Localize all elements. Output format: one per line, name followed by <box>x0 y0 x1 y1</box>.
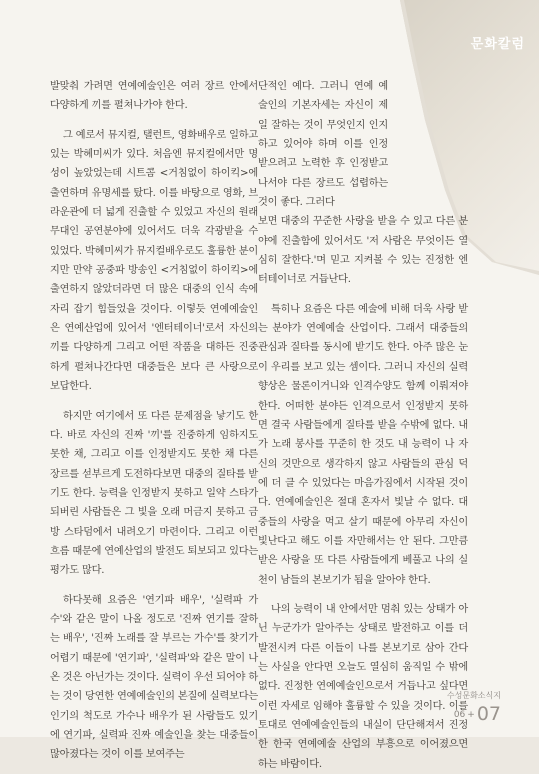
column-label: 문화칼럼 <box>470 37 525 52</box>
page-separator: + <box>467 710 475 720</box>
page-footer <box>447 690 501 725</box>
paragraph: 특히나 요즘은 다른 예술에 비해 더욱 사랑 받는 분야가 연예예술 산업이다. 그래서 대중들의 관심과 질타를 동시에 받기도 한다. 아주 많은 눈이 우리를 보고 있는 셈이다. 그러니 자신의 실력향상은 물론이거니와 인격수양도 함께 이뤄져야 한다. 어떠한 분야든 인격으로서 인정받지 못하면 결국 사람들에게 질타를 받을 수밖에 없다. 내가 노래 봉사를 꾸준히 한 것도 내 능력이 나 자신의 것만으로 생각하지 않고 사람들의 관심 덕에 더 클 수 있었다는 마음가짐에서 시작된 것이다. 연예예술인은 절대 혼자서 빛날 수 없다. 대중들의 사랑을 먹고 살기 때문에 아무리 자신이 빛난다고 해도 이를 자만해서는 안 된다. 그만큼 받은 사랑을 또 다른 사람들에게 베풀고 나의 실천이 남들의 본보기가 됨을 알아야 한다. <box>258 303 468 586</box>
paragraph: 그 예로서 뮤지컬, 탤런트, 영화배우로 일하고 있는 박혜미씨가 있다. 처음엔 뮤지컬에서만 명성이 높았었는데 시트콤 <거침없이 하이킥>에 출연하며 유명세를 탔다. 이를 바탕으로 영화, 브라운관에 더 넓게 진출할 수 있었고 자신의 원래 무대인 공연분야에 있어서도 더욱 각광받을 수 있었다. 박혜미씨가 뮤지컬배우로도 훌륭한 분이지만 만약 공중파 방송인 <거침없이 하이킥>에 출연하지 않았더라면 더 많은 대중의 인식 속에 자리 잡기 힘들었을 것이다. 이렇듯 연예예술인은 연예산업에 있어서 '엔터테이너'로서 자신의 끼를 다양하게 그리고 어떤 작품을 대하든 진중하게 펼쳐나간다면 대중들은 보다 큰 사랑으로 보답한다. <box>50 129 259 393</box>
paragraph: 하지만 여기에서 또 다른 문제점을 낳기도 한다. 바로 자신의 진짜 '끼'를 진중하게 임하지도 못한 채, 그리고 이를 인정받지도 못한 채 다른 장르를 섣부르게 도전하다보면 대중의 질타를 받기도 한다. 능력을 인정받지 못하고 일약 스타가 되버린 사람들은 그 빛을 오래 머금지 못하고 금방 스타덤에서 내려오기 마련이다. 그리고 이런 흐름 때문에 연예산업의 발전도 퇴보되고 있다는 평가도 많다. <box>50 410 259 577</box>
magazine-name: 수성문화소식지 <box>446 691 501 700</box>
article-column-right <box>258 77 468 774</box>
paragraph: 보면 대중의 꾸준한 사랑을 받을 수 있고 다른 분야에 진출함에 있어서도 '저 사람은 무엇이든 열심히 잘한다.'며 믿고 지켜볼 수 있는 진정한 엔터테이너로 거듭난다. <box>258 216 468 286</box>
paragraph: 나의 능력이 내 안에서만 멈춰 있는 상태가 아닌 누군가가 알아주는 상태로 발전하고 이를 더 발전시켜 다른 이들이 나를 본보기로 삼아 간다는 사실을 안다면 오늘도 열심히 움직일 수 밖에 없다. 진정한 연예예술인으로서 거듭나고 싶다면 이런 자세로 임해야 훌륭할 수 있을 것이다. 이를 토대로 연예예술인들의 내실이 단단해져서 진정한 한국 연예예술 산업의 부흥으로 이어졌으면 하는 바람이다. <box>258 603 468 770</box>
page-number-prev: 06 <box>453 710 466 720</box>
article-column-left <box>50 77 258 765</box>
paragraph: 발맞춰 가려면 연예예술인은 여러 장르 안에서 다양하게 끼를 펼쳐나가야 한다. <box>50 81 258 112</box>
page-number-current: 07 <box>476 703 501 725</box>
paragraph: 하다못해 요즘은 '연기파 배우', '실력파 가수'와 같은 말이 나올 정도로 '진짜 연기를 잘하는 배우', '진짜 노래를 잘 부르는 가수'를 찾기가 어렵기 때문에 '연기파', '실력파'와 같은 말이 나온 것은 아닌가는 것이다. 실력이 우선 되어야 하는 것이 당연한 연예예술인의 본질에 실력보다는 인기의 척도로 가수나 배우가 된 사람들도 있기에 연기파, 실력파 진짜 예술인을 찾는 대중들이 많아졌다는 것이 이를 보여주는 <box>50 594 259 761</box>
paragraph: 단적인 예다. 그러니 연예 예술인의 기본자세는 자신이 제일 잘하는 것이 무엇인지 인지하고 있어야 하며 이를 인정 받으려고 노력한 후 인정받고 나서야 다른 장르도 섭렵하는 것이 좋다. 그러다 <box>258 81 388 209</box>
